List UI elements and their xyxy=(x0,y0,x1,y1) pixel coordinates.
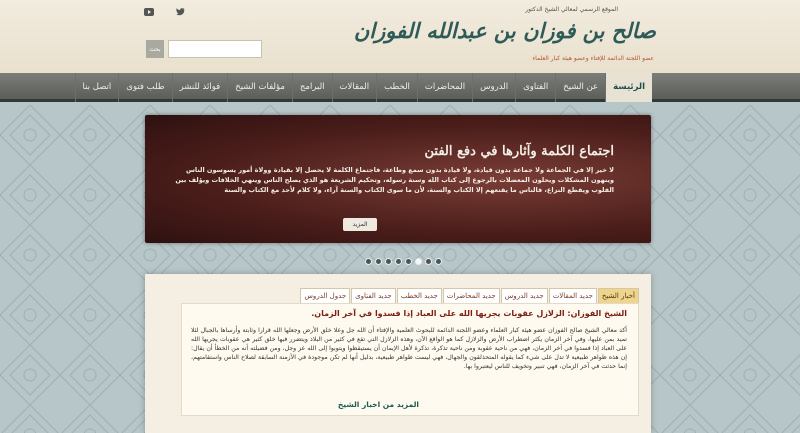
slider-dot-1[interactable] xyxy=(375,258,382,265)
slider-dot-2[interactable] xyxy=(385,258,392,265)
tab-4[interactable]: جديد الخطب xyxy=(397,288,442,303)
nav-item-10[interactable]: طلب فتوى xyxy=(118,73,171,102)
nav-item-5[interactable]: الخطب xyxy=(376,73,417,102)
nav-item-7[interactable]: البرامج xyxy=(292,73,332,102)
nav-item-8[interactable]: مؤلفات الشيخ xyxy=(227,73,292,102)
logo-name: صالح بن فوزان بن عبدالله الفوزان xyxy=(353,18,656,43)
youtube-icon[interactable] xyxy=(144,8,154,17)
twitter-icon[interactable] xyxy=(175,8,185,17)
tab-2[interactable]: جديد الدروس xyxy=(501,288,548,303)
nav-item-6[interactable]: المقالات xyxy=(332,73,377,102)
tab-5[interactable]: جديد الفتاوى xyxy=(351,288,396,303)
nav-item-2[interactable]: الفتاوى xyxy=(515,73,555,102)
tab-6[interactable]: جدول الدروس xyxy=(300,288,350,303)
slide-title: اجتماع الكلمة وآثارها في دفع الفتن xyxy=(424,144,614,159)
slider-dots xyxy=(365,258,442,265)
nav-item-11[interactable]: اتصل بنا xyxy=(75,73,119,102)
slider-dot-3[interactable] xyxy=(395,258,402,265)
nav-item-9[interactable]: فوائد للنشر xyxy=(172,73,228,102)
slider-dot-0[interactable] xyxy=(365,258,372,265)
tab-3[interactable]: جديد المحاضرات xyxy=(443,288,500,303)
search-button[interactable]: بحث xyxy=(146,40,164,58)
main-nav xyxy=(0,73,800,102)
nav-item-4[interactable]: المحاضرات xyxy=(417,73,472,102)
news-tabs xyxy=(299,288,639,303)
tab-1[interactable]: جديد المقالات xyxy=(549,288,597,303)
slider-dot-7[interactable] xyxy=(435,258,442,265)
logo-subtitle: الموقع الرسمي لمعالي الشيخ الدكتور xyxy=(525,6,618,13)
nav-item-3[interactable]: الدروس xyxy=(472,73,515,102)
slide-text: لا خير إلا في الجماعة ولا جماعة بدون قيادة، ولا قيادة بدون سمع وطاعة، فاجتماع الكلمة لا يحصل إلا بقيادة وولاة أمور يسوسون الناس وينهون المشكلات ويحلون المعضلات بالرجوع إلى كتاب الله وسنة رسوله، وتحكيم الشريعة هو الذي يصلح الناس وينهي الخلافات ويؤلف بين القلوب ويقطع النزاع، فالناس ما يقنعهم إلا الكتاب والسنة، لأن ما سوى الكتاب والسنة آراء، ولا كلام لأحد مع الكتاب والسنة xyxy=(175,166,614,194)
slider-dot-6[interactable] xyxy=(425,258,432,265)
news-body: أكد معالي الشيخ صالح الفوزان عضو هيئة كبار العلماء وعضو اللجنة الدائمة للبحوث العلمية والإفتاء أن الله جل وعلا خلق الأرض وجعلها الله قرارا وثابتة وأرساها بالجبال لئلا تميد بمن عليها، وفي آخر الزمان يكثر اضطراب الأرض والزلازل كما هو الواقع الآن، وهذه الزلازل التي تقع في كثير من البلاد ويتضرر فيها خلق كثير هي عقوبات يجريها الله على العباد إذا فسدوا في آخر الزمان، فهي من ناحية عقوبة ومن ناحية تذكرة، تذكرة لأهل الإيمان أن يستيقظوا ويتوبوا إلى الله عز وجل، ومن فضيلته أنه من الخطأ أن يقال: إن هذه ظواهر طبيعية لا تدل على شيء كما يقوله المتحذلقون والجهال، فهي ليست ظواهر طبيعية، بدليل أنها لم تكن موجودة في الأزمنة السابقة لصلاح الناس واستقامتهم، إنما حدثت في آخر الزمان، فهي تنبير وتخويف للناس ليعتبروا بها. xyxy=(191,327,627,370)
tab-0[interactable]: أخبار الشيخ xyxy=(598,288,639,303)
logo-tagline: عضو اللجنة الدائمة للإفتاء وعضو هيئة كبار العلماء xyxy=(532,55,654,62)
nav-item-1[interactable]: عن الشيخ xyxy=(555,73,605,102)
slide-more-button[interactable]: المزيد xyxy=(343,218,377,231)
content-panel xyxy=(145,274,651,433)
site-header xyxy=(0,0,800,73)
site-logo[interactable] xyxy=(353,4,656,66)
news-title[interactable]: الشيخ الفوزان: الزلازل عقوبات يجريها الله على العباد إذا فسدوا في آخر الزمان. xyxy=(311,309,627,318)
featured-slide[interactable] xyxy=(145,115,651,243)
more-news-link[interactable]: المزيد من اخبار الشيخ xyxy=(337,400,419,409)
nav-item-0[interactable]: الرئيسة xyxy=(605,73,652,102)
slider-dot-4[interactable] xyxy=(405,258,412,265)
tab-panel xyxy=(181,303,639,416)
slider-dot-5[interactable] xyxy=(415,258,422,265)
search-input[interactable] xyxy=(168,40,262,58)
